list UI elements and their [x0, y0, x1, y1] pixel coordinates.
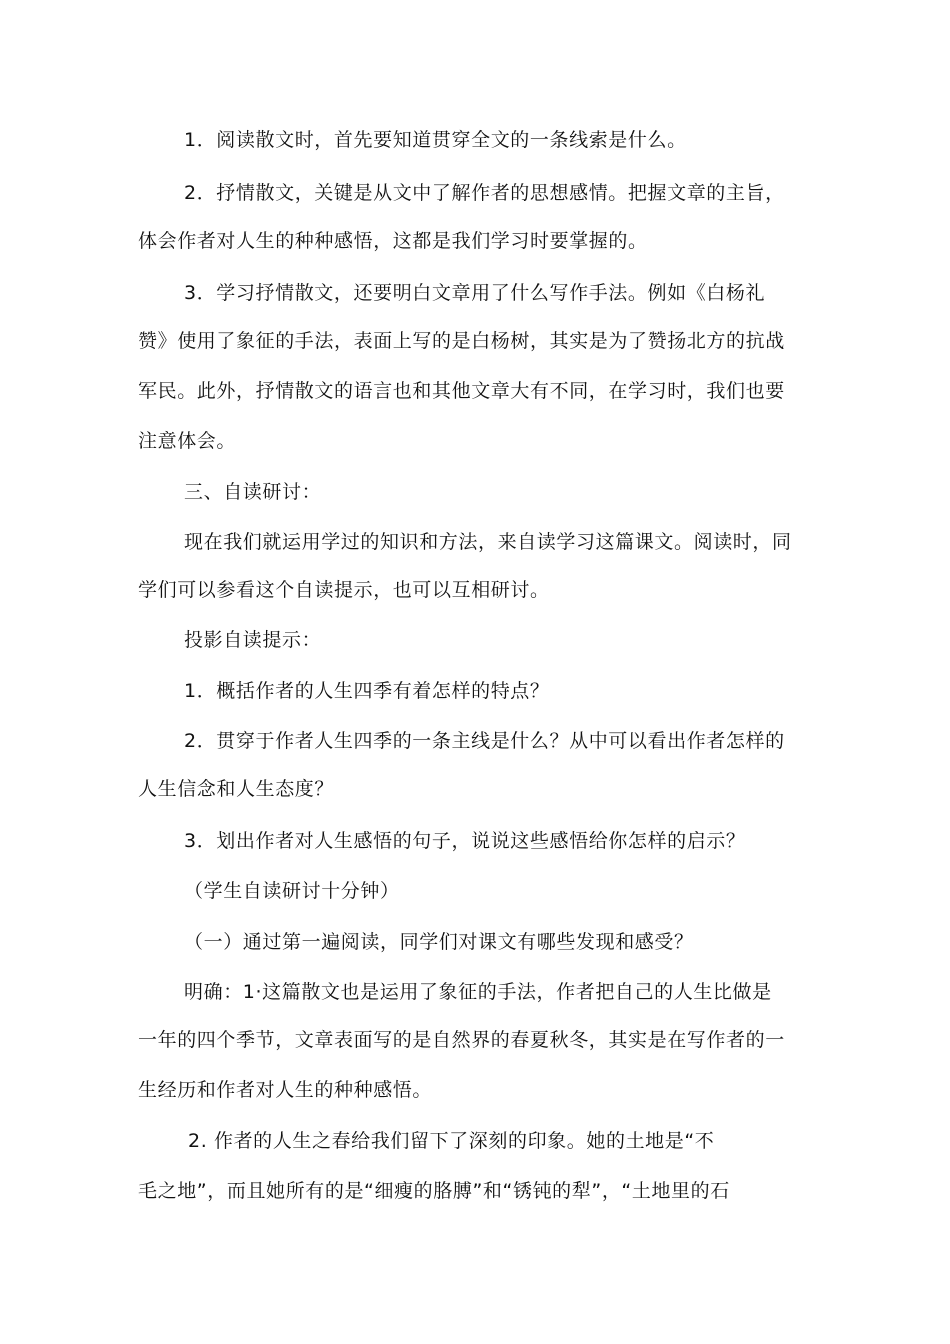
text-line: 2．贯穿于作者人生四季的一条主线是什么？从中可以看出作者怎样的: [184, 730, 785, 752]
text-line: 学们可以参看这个自读提示，也可以互相研讨。: [138, 579, 550, 601]
text-line: （学生自读研讨十分钟）: [184, 880, 400, 902]
text-line: 2. 作者的人生之春给我们留下了深刻的印象。她的土地是“不: [188, 1130, 715, 1152]
text-line: 1．阅读散文时，首先要知道贯穿全文的一条线索是什么。: [184, 129, 687, 151]
text-line: 体会作者对人生的种种感悟，这都是我们学习时要掌握的。: [138, 230, 648, 252]
text-line: 2．抒情散文，关键是从文中了解作者的思想感情。把握文章的主旨，: [184, 182, 785, 204]
text-line: 3．划出作者对人生感悟的句子，说说这些感悟给你怎样的启示？: [184, 830, 746, 852]
text-line: 3．学习抒情散文，还要明白文章用了什么写作手法。例如《白杨礼: [184, 282, 766, 304]
text-line: 明确：1·这篇散文也是运用了象征的手法，作者把自己的人生比做是: [184, 981, 772, 1003]
text-line: 一年的四个季节，文章表面写的是自然界的春夏秋冬，其实是在写作者的一: [138, 1029, 785, 1051]
section-heading: 三、自读研讨：: [184, 481, 322, 503]
text-line: 生经历和作者对人生的种种感悟。: [138, 1079, 433, 1101]
text-line: （一）通过第一遍阅读，同学们对课文有哪些发现和感受？: [184, 931, 694, 953]
text-line: 1．概括作者的人生四季有着怎样的特点？: [184, 680, 550, 702]
text-line: 注意体会。: [138, 430, 237, 452]
text-line: 现在我们就运用学过的知识和方法，来自读学习这篇课文。阅读时，同: [184, 531, 792, 553]
text-line: 人生信念和人生态度？: [138, 778, 335, 800]
text-line: 投影自读提示：: [184, 629, 322, 651]
text-line: 赞》使用了象征的手法，表面上写的是白杨树，其实是为了赞扬北方的抗战: [138, 330, 785, 352]
text-line: 军民。此外，抒情散文的语言也和其他文章大有不同，在学习时，我们也要: [138, 380, 785, 402]
text-line: 毛之地”，而且她所有的是“细瘦的胳膊”和“锈钝的犁”，“土地里的石: [138, 1180, 730, 1202]
